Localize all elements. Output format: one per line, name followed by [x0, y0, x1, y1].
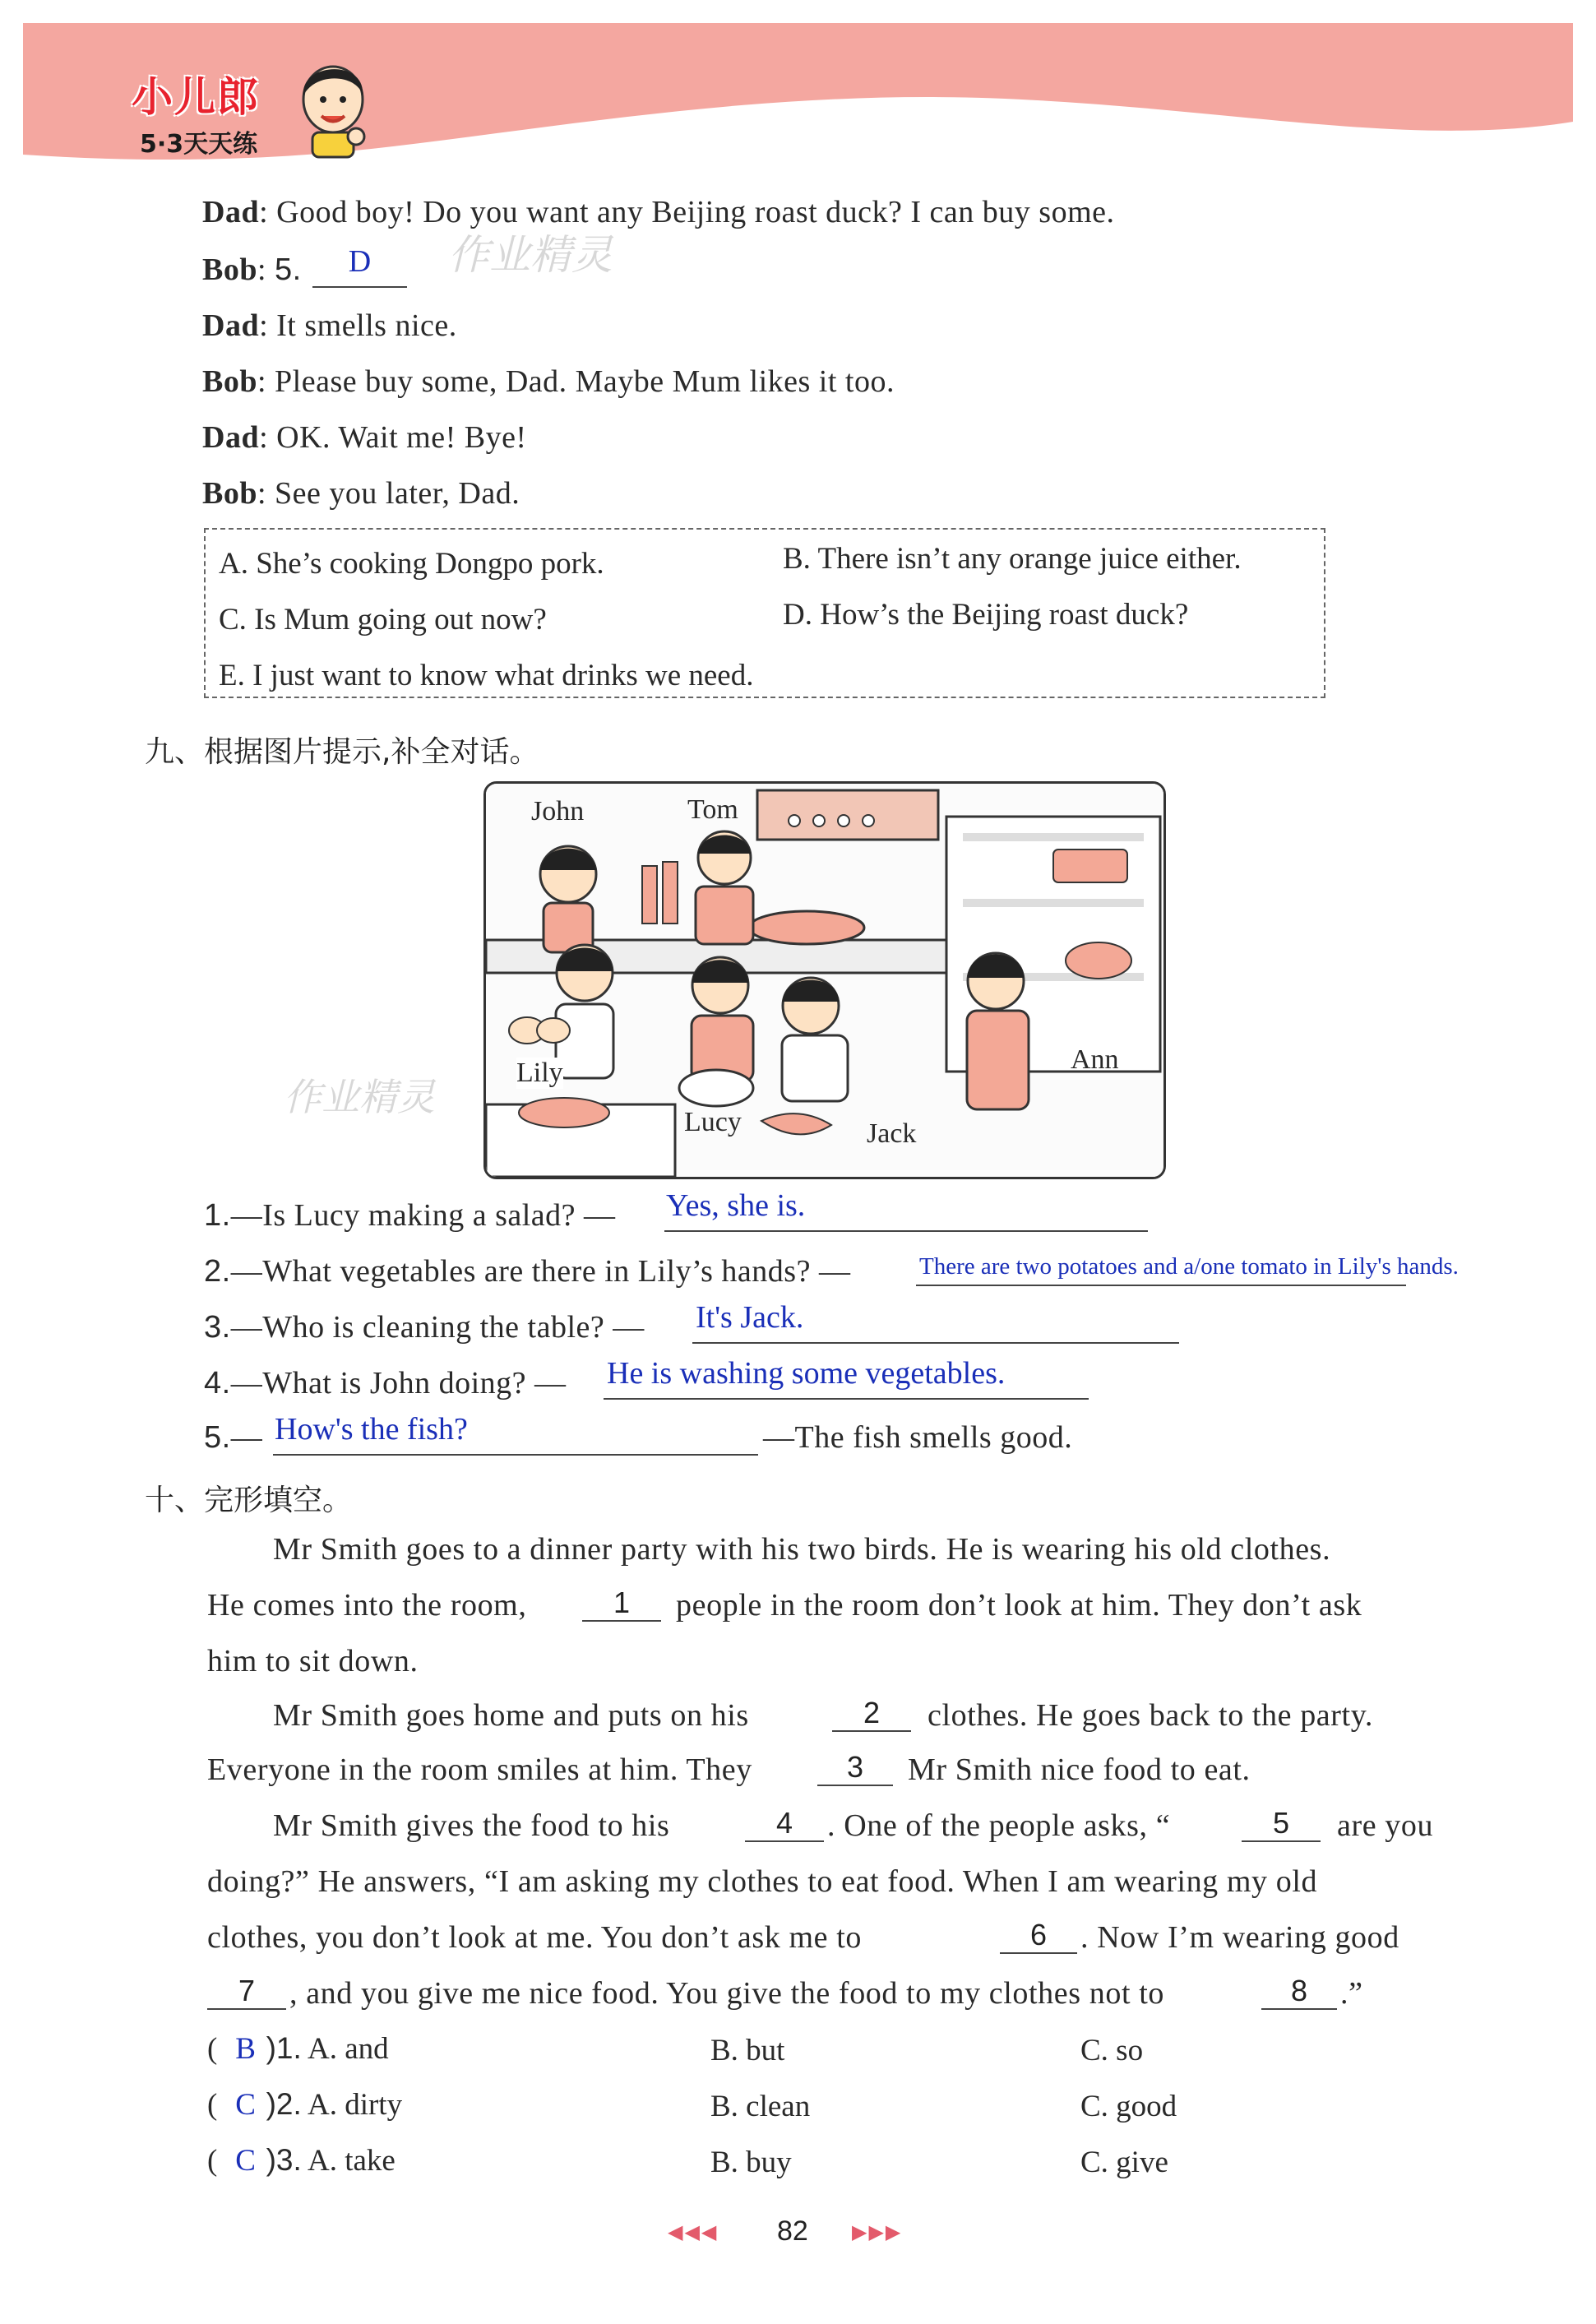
speaker-name: Dad: [202, 420, 260, 455]
question-number: 4.: [204, 1366, 231, 1400]
watermark: 作业精灵: [284, 1075, 435, 1119]
dialogue-text: See you later, Dad.: [275, 476, 520, 511]
question-number: 2.: [204, 1254, 231, 1289]
qa-row: [204, 1365, 567, 1401]
dialogue-text: Good boy! Do you want any Beijing roast duck? I can buy some.: [276, 195, 1115, 229]
question-text: —Who is cleaning the table? —: [230, 1310, 645, 1345]
choice-option-a: A. and: [307, 2032, 389, 2066]
kitchen-illustration: [486, 784, 1163, 1177]
question-number: 5.: [204, 1420, 231, 1455]
choice-row: ( B )1. A. and: [207, 2031, 389, 2066]
choice-option-c: C. so: [1080, 2034, 1144, 2067]
answer-blank[interactable]: [604, 1398, 1089, 1400]
choice-option-b: B. buy: [710, 2146, 792, 2179]
brand-logo: 小儿郎: [132, 73, 260, 121]
passage-line: Mr Smith gives the food to his: [273, 1808, 670, 1843]
option-c: C. Is Mum going out now?: [219, 603, 547, 637]
passage-line: Everyone in the room smiles at him. They: [207, 1752, 752, 1787]
speaker-name: Dad: [202, 195, 260, 229]
question-text: —What is John doing? —: [230, 1366, 567, 1400]
passage-line: clothes. He goes back to the party.: [928, 1698, 1373, 1733]
page-number: 82: [777, 2215, 808, 2247]
answer-text: There are two potatoes and a/one tomato in Lily's hands.: [919, 1253, 1459, 1280]
section-title: 九、根据图片提示,补全对话。: [145, 735, 539, 769]
dialogue-text: It smells nice.: [276, 308, 457, 343]
passage-line: . One of the people asks, “: [827, 1808, 1171, 1843]
answer-blank[interactable]: [312, 286, 407, 288]
choice-option-b: B. but: [710, 2034, 785, 2067]
series-label: 5·3天天练: [140, 130, 258, 159]
speaker-name: Bob: [202, 252, 257, 287]
answer-blank[interactable]: [273, 1454, 758, 1456]
prev-arrows-icon: ◀◀◀: [668, 2220, 719, 2243]
cloze-blank[interactable]: 2: [832, 1696, 911, 1732]
choice-option-c: C. good: [1080, 2090, 1177, 2123]
answer-text: Yes, she is.: [666, 1188, 806, 1223]
passage-line: him to sit down.: [207, 1644, 419, 1678]
passage-line: are you: [1337, 1808, 1434, 1843]
question-number: 3.: [204, 1310, 231, 1345]
section-title: 十、完形填空。: [145, 1484, 353, 1517]
label-jack: Jack: [867, 1118, 917, 1149]
dialogue-line: Bob: 5.: [202, 252, 302, 287]
choice-option-c: C. give: [1080, 2146, 1168, 2179]
label-tom: Tom: [687, 794, 738, 825]
question-text: —: [230, 1420, 263, 1455]
question-number: 1.: [204, 1198, 231, 1233]
choice-number: )3.: [266, 2143, 302, 2177]
dialogue-line: Dad: It smells nice.: [202, 308, 457, 343]
passage-line: Mr Smith goes home and puts on his: [273, 1698, 749, 1733]
reply-text: —The fish smells good.: [763, 1420, 1073, 1455]
qa-row: [204, 1419, 262, 1456]
speaker-name: Bob: [202, 476, 257, 511]
dialogue-line: Bob: See you later, Dad.: [202, 476, 520, 511]
choice-row: ( C )2. A. dirty: [207, 2087, 403, 2122]
choice-option-a: A. dirty: [307, 2088, 403, 2122]
cloze-blank[interactable]: 4: [745, 1806, 824, 1842]
speaker-name: Dad: [202, 308, 260, 343]
answer-blank[interactable]: [664, 1230, 1148, 1232]
dialogue-line: Bob: Please buy some, Dad. Maybe Mum likes it too.: [202, 364, 895, 399]
dialogue-line: Dad: OK. Wait me! Bye!: [202, 420, 527, 455]
passage-line: . Now I’m wearing good: [1080, 1920, 1399, 1955]
choice-number: )1.: [266, 2031, 302, 2065]
option-b: B. There isn’t any orange juice either.: [783, 542, 1242, 576]
choice-option-b: B. clean: [710, 2090, 811, 2123]
passage-line: Mr Smith goes to a dinner party with his two birds. He is wearing his old clothes.: [273, 1532, 1331, 1567]
passage-line: .”: [1340, 1976, 1363, 2011]
choice-answer[interactable]: C: [235, 2144, 256, 2178]
passage-line: Mr Smith nice food to eat.: [908, 1752, 1251, 1787]
label-john: John: [531, 796, 585, 826]
dialogue-text: OK. Wait me! Bye!: [276, 420, 527, 455]
cloze-blank[interactable]: 5: [1242, 1806, 1321, 1842]
cloze-blank[interactable]: 1: [582, 1586, 661, 1622]
dialogue-text: Please buy some, Dad. Maybe Mum likes it too.: [275, 364, 895, 399]
cloze-blank[interactable]: 8: [1261, 1974, 1337, 2010]
passage-line: , and you give me nice food. You give the food to my clothes not to: [289, 1976, 1164, 2011]
option-e: E. I just want to know what drinks we need.: [219, 659, 754, 692]
question-text: —Is Lucy making a salad? —: [230, 1198, 616, 1233]
choice-row: ( C )3. A. take: [207, 2143, 396, 2178]
answer-text: D: [348, 244, 372, 279]
choice-number: )2.: [266, 2087, 302, 2121]
speaker-name: Bob: [202, 364, 257, 399]
cloze-blank[interactable]: 6: [1000, 1918, 1077, 1954]
cloze-blank[interactable]: 7: [207, 1974, 286, 2010]
watermark: 作业精灵: [448, 231, 613, 279]
qa-row: [204, 1309, 645, 1345]
question-number: 5.: [275, 252, 302, 287]
answer-text: He is washing some vegetables.: [607, 1356, 1006, 1391]
mascot-icon: [292, 54, 374, 165]
kitchen-picture: [483, 781, 1166, 1179]
passage-line: He comes into the room,: [207, 1588, 527, 1623]
option-d: D. How’s the Beijing roast duck?: [783, 598, 1189, 632]
next-arrows-icon: ▶▶▶: [852, 2220, 903, 2243]
question-text: —What vegetables are there in Lily’s hands? —: [230, 1254, 851, 1289]
answer-blank[interactable]: [916, 1285, 1406, 1286]
choice-answer[interactable]: C: [235, 2088, 256, 2122]
choice-option-a: A. take: [307, 2144, 396, 2178]
dialogue-line: Dad: Good boy! Do you want any Beijing roast duck? I can buy some.: [202, 195, 1115, 229]
passage-line: people in the room don’t look at him. They don’t ask: [676, 1588, 1362, 1623]
cloze-blank[interactable]: 3: [817, 1750, 893, 1786]
label-lily: Lily: [516, 1058, 563, 1088]
label-lucy: Lucy: [684, 1107, 742, 1137]
label-ann: Ann: [1071, 1044, 1119, 1075]
passage-line: clothes, you don’t look at me. You don’t ask me to: [207, 1920, 862, 1955]
answer-text: It's Jack.: [696, 1300, 804, 1335]
option-a: A. She’s cooking Dongpo pork.: [219, 547, 604, 581]
passage-line: doing?” He answers, “I am asking my clothes to eat food. When I am wearing my old: [207, 1864, 1318, 1899]
answer-text: How's the fish?: [275, 1412, 468, 1447]
qa-row: [204, 1197, 616, 1234]
qa-row: [204, 1253, 850, 1289]
answer-blank[interactable]: [692, 1342, 1179, 1344]
choice-answer[interactable]: B: [235, 2032, 256, 2066]
